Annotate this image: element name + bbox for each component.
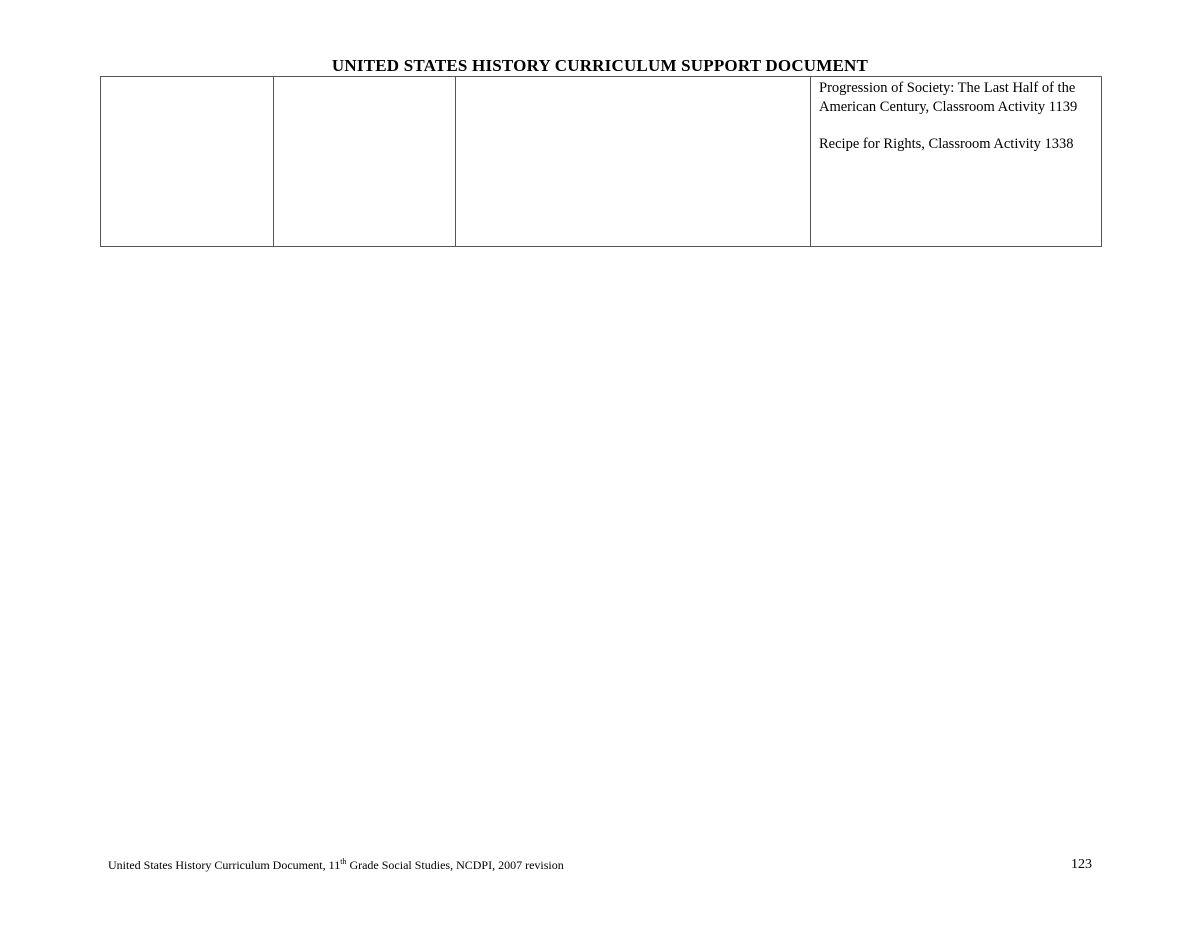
footer-superscript: th — [340, 857, 347, 866]
table-cell-1 — [101, 77, 274, 247]
page-title: UNITED STATES HISTORY CURRICULUM SUPPORT DOCUMENT — [331, 56, 869, 75]
resource-item: Progression of Society: The Last Half of the American Century, Classroom Activity 1139 — [819, 80, 1078, 115]
table-cell-2 — [274, 77, 456, 247]
footer-prefix: United States History Curriculum Document, 11 — [108, 858, 341, 872]
table-cell-3 — [456, 77, 811, 247]
footer-citation — [108, 857, 564, 873]
table-cell-resources — [811, 77, 1102, 247]
footer-suffix: Grade Social Studies, NCDPI, 2007 revision — [346, 858, 564, 872]
table-row — [101, 77, 1102, 247]
resource-item: Recipe for Rights, Classroom Activity 1338 — [819, 136, 1074, 152]
page-number: 123 — [1071, 857, 1092, 872]
curriculum-table — [100, 76, 1102, 247]
